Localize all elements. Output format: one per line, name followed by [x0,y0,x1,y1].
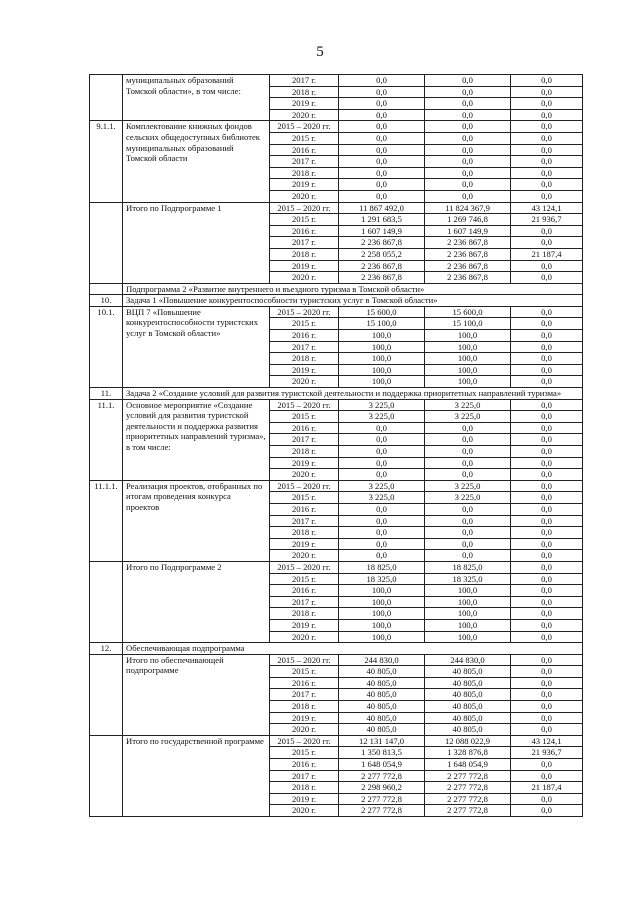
year-cell: 2015 г. [270,411,339,423]
total-amount-cell: 100,0 [339,376,425,388]
total-amount-cell: 100,0 [339,341,425,353]
federal-budget-cell: 0,0 [511,434,583,446]
federal-budget-cell: 0,0 [511,167,583,179]
regional-budget-cell: 100,0 [425,341,511,353]
regional-budget-cell: 100,0 [425,330,511,342]
year-cell: 2017 г. [270,156,339,168]
year-cell: 2015 – 2020 гг. [270,306,339,318]
regional-budget-cell: 2 277 772,8 [425,793,511,805]
section-heading-row [90,388,583,400]
year-cell: 2019 г. [270,619,339,631]
federal-budget-cell: 0,0 [511,422,583,434]
total-amount-cell: 2 298 960,2 [339,782,425,794]
page-number: 5 [316,44,324,60]
federal-budget-cell: 0,0 [511,527,583,539]
regional-budget-cell: 3 225,0 [425,480,511,492]
total-amount-cell: 0,0 [339,109,425,121]
total-amount-cell: 0,0 [339,503,425,515]
regional-budget-cell: 11 824 367,9 [425,202,511,214]
year-cell: 2016 г. [270,503,339,515]
federal-budget-cell: 0,0 [511,550,583,562]
total-amount-cell: 0,0 [339,132,425,144]
year-cell: 2019 г. [270,260,339,272]
total-amount-cell: 0,0 [339,422,425,434]
regional-budget-cell: 0,0 [425,503,511,515]
total-amount-cell: 3 225,0 [339,480,425,492]
year-cell: 2018 г. [270,527,339,539]
total-amount-cell: 100,0 [339,330,425,342]
year-cell: 2019 г. [270,364,339,376]
federal-budget-cell: 0,0 [511,724,583,736]
year-cell: 2019 г. [270,457,339,469]
year-cell: 2019 г. [270,98,339,110]
total-amount-cell: 244 830,0 [339,654,425,666]
total-amount-cell: 2 236 867,8 [339,237,425,249]
federal-budget-cell: 0,0 [511,109,583,121]
table-row [90,202,583,214]
year-cell: 2018 г. [270,86,339,98]
activity-name: Комплектование книжных фондов сельских общедоступных библиотек муниципальных образований Томской области [123,121,270,202]
row-number: 12. [90,643,123,655]
year-cell: 2015 г. [270,747,339,759]
federal-budget-cell: 0,0 [511,492,583,504]
total-amount-cell: 15 100,0 [339,318,425,330]
total-amount-cell: 0,0 [339,86,425,98]
total-amount-cell: 18 325,0 [339,573,425,585]
regional-budget-cell: 12 088 022,9 [425,735,511,747]
total-amount-cell: 2 236 867,8 [339,272,425,284]
row-number [90,202,123,283]
federal-budget-cell: 0,0 [511,793,583,805]
total-amount-cell: 2 236 867,8 [339,260,425,272]
federal-budget-cell: 0,0 [511,480,583,492]
year-cell: 2020 г. [270,805,339,817]
activity-name: Итого по обеспечивающей подпрограмме [123,654,270,735]
federal-budget-cell: 0,0 [511,376,583,388]
year-cell: 2018 г. [270,446,339,458]
regional-budget-cell: 15 100,0 [425,318,511,330]
regional-budget-cell: 0,0 [425,190,511,202]
regional-budget-cell: 0,0 [425,469,511,481]
federal-budget-cell: 0,0 [511,805,583,817]
regional-budget-cell: 0,0 [425,121,511,133]
federal-budget-cell: 0,0 [511,399,583,411]
year-cell: 2017 г. [270,596,339,608]
regional-budget-cell: 0,0 [425,422,511,434]
regional-budget-cell: 0,0 [425,109,511,121]
federal-budget-cell: 21 187,4 [511,248,583,260]
total-amount-cell: 3 225,0 [339,492,425,504]
year-cell: 2018 г. [270,608,339,620]
total-amount-cell: 0,0 [339,75,425,87]
year-cell: 2016 г. [270,144,339,156]
table-row [90,735,583,747]
regional-budget-cell: 0,0 [425,167,511,179]
total-amount-cell: 0,0 [339,515,425,527]
total-amount-cell: 0,0 [339,446,425,458]
total-amount-cell: 11 867 492,0 [339,202,425,214]
regional-budget-cell: 0,0 [425,75,511,87]
federal-budget-cell: 0,0 [511,585,583,597]
regional-budget-cell: 2 236 867,8 [425,260,511,272]
total-amount-cell: 100,0 [339,353,425,365]
year-cell: 2017 г. [270,434,339,446]
year-cell: 2018 г. [270,167,339,179]
regional-budget-cell: 100,0 [425,596,511,608]
regional-budget-cell: 0,0 [425,446,511,458]
year-cell: 2016 г. [270,677,339,689]
federal-budget-cell: 0,0 [511,457,583,469]
total-amount-cell: 2 277 772,8 [339,770,425,782]
regional-budget-cell: 3 225,0 [425,399,511,411]
regional-budget-cell: 2 277 772,8 [425,805,511,817]
regional-budget-cell: 0,0 [425,434,511,446]
total-amount-cell: 40 805,0 [339,677,425,689]
year-cell: 2016 г. [270,422,339,434]
federal-budget-cell: 0,0 [511,538,583,550]
year-cell: 2017 г. [270,770,339,782]
regional-budget-cell: 40 805,0 [425,689,511,701]
federal-budget-cell: 0,0 [511,631,583,643]
total-amount-cell: 12 131 147,0 [339,735,425,747]
year-cell: 2015 г. [270,132,339,144]
table-row [90,75,583,87]
regional-budget-cell: 2 277 772,8 [425,770,511,782]
activity-name: Основное мероприятие «Создание условий для развития туристской деятельности и поддержка развития приоритетных направлений туризма», в том числе: [123,399,270,480]
year-cell: 2015 – 2020 гг. [270,202,339,214]
year-cell: 2018 г. [270,248,339,260]
total-amount-cell: 0,0 [339,469,425,481]
regional-budget-cell: 18 825,0 [425,561,511,573]
federal-budget-cell: 21 187,4 [511,782,583,794]
section-heading-row [90,295,583,307]
regional-budget-cell: 40 805,0 [425,712,511,724]
table-row [90,121,583,133]
row-number: 11.1.1. [90,480,123,561]
year-cell: 2020 г. [270,550,339,562]
activity-name: Итого по Подпрограмме 1 [123,202,270,283]
total-amount-cell: 0,0 [339,527,425,539]
year-cell: 2015 г. [270,573,339,585]
total-amount-cell: 0,0 [339,179,425,191]
section-heading-row [90,643,583,655]
year-cell: 2017 г. [270,689,339,701]
section-heading-row [90,283,583,295]
federal-budget-cell: 0,0 [511,561,583,573]
row-number [90,561,123,642]
regional-budget-cell: 40 805,0 [425,701,511,713]
federal-budget-cell: 0,0 [511,306,583,318]
year-cell: 2020 г. [270,109,339,121]
regional-budget-cell: 0,0 [425,144,511,156]
regional-budget-cell: 2 236 867,8 [425,248,511,260]
row-number: 10. [90,295,123,307]
year-cell: 2017 г. [270,75,339,87]
year-cell: 2016 г. [270,759,339,771]
year-cell: 2015 – 2020 гг. [270,735,339,747]
regional-budget-cell: 100,0 [425,376,511,388]
regional-budget-cell: 100,0 [425,364,511,376]
year-cell: 2020 г. [270,469,339,481]
federal-budget-cell: 0,0 [511,318,583,330]
total-amount-cell: 40 805,0 [339,724,425,736]
federal-budget-cell: 0,0 [511,469,583,481]
federal-budget-cell: 0,0 [511,132,583,144]
federal-budget-cell: 0,0 [511,260,583,272]
regional-budget-cell: 100,0 [425,585,511,597]
activity-name: Итого по Подпрограмме 2 [123,561,270,642]
section-heading-text: Задача 2 «Создание условий для развития туристской деятельности и поддержка приоритетных направлений туризма» [123,388,583,400]
total-amount-cell: 1 648 054,9 [339,759,425,771]
federal-budget-cell: 0,0 [511,759,583,771]
federal-budget-cell: 0,0 [511,98,583,110]
federal-budget-cell: 0,0 [511,573,583,585]
activity-name: Итого по государственной программе [123,735,270,816]
federal-budget-cell: 0,0 [511,712,583,724]
year-cell: 2020 г. [270,724,339,736]
year-cell: 2017 г. [270,515,339,527]
total-amount-cell: 40 805,0 [339,666,425,678]
year-cell: 2019 г. [270,793,339,805]
year-cell: 2019 г. [270,179,339,191]
year-cell: 2019 г. [270,538,339,550]
total-amount-cell: 1 291 683,5 [339,214,425,226]
regional-budget-cell: 1 607 149,9 [425,225,511,237]
regional-budget-cell: 2 236 867,8 [425,272,511,284]
federal-budget-cell: 0,0 [511,446,583,458]
federal-budget-cell: 0,0 [511,86,583,98]
table-row [90,561,583,573]
federal-budget-cell: 0,0 [511,237,583,249]
table-row [90,399,583,411]
row-number: 11.1. [90,399,123,480]
regional-budget-cell: 0,0 [425,132,511,144]
federal-budget-cell: 0,0 [511,330,583,342]
total-amount-cell: 3 225,0 [339,399,425,411]
total-amount-cell: 100,0 [339,608,425,620]
regional-budget-cell: 0,0 [425,457,511,469]
regional-budget-cell: 2 236 867,8 [425,237,511,249]
regional-budget-cell: 40 805,0 [425,724,511,736]
row-number: 9.1.1. [90,121,123,202]
total-amount-cell: 100,0 [339,619,425,631]
total-amount-cell: 2 277 772,8 [339,793,425,805]
regional-budget-cell: 0,0 [425,550,511,562]
regional-budget-cell: 0,0 [425,515,511,527]
activity-name: Реализация проектов, отобранных по итогам проведения конкурса проектов [123,480,270,561]
total-amount-cell: 15 600,0 [339,306,425,318]
year-cell: 2017 г. [270,237,339,249]
regional-budget-cell: 3 225,0 [425,492,511,504]
budget-table [89,74,583,817]
total-amount-cell: 100,0 [339,585,425,597]
table-row [90,480,583,492]
federal-budget-cell: 43 124,1 [511,202,583,214]
total-amount-cell: 1 350 813,5 [339,747,425,759]
regional-budget-cell: 244 830,0 [425,654,511,666]
total-amount-cell: 0,0 [339,190,425,202]
federal-budget-cell: 0,0 [511,364,583,376]
total-amount-cell: 1 607 149,9 [339,225,425,237]
year-cell: 2015 – 2020 гг. [270,654,339,666]
year-cell: 2015 г. [270,214,339,226]
federal-budget-cell: 0,0 [511,770,583,782]
federal-budget-cell: 0,0 [511,654,583,666]
federal-budget-cell: 0,0 [511,689,583,701]
federal-budget-cell: 0,0 [511,596,583,608]
federal-budget-cell: 0,0 [511,353,583,365]
activity-name: муниципальных образований Томской области», в том числе: [123,75,270,121]
regional-budget-cell: 2 277 772,8 [425,782,511,794]
total-amount-cell: 0,0 [339,121,425,133]
year-cell: 2015 – 2020 гг. [270,121,339,133]
table-row [90,654,583,666]
year-cell: 2015 – 2020 гг. [270,480,339,492]
regional-budget-cell: 0,0 [425,86,511,98]
year-cell: 2016 г. [270,330,339,342]
row-number [90,735,123,816]
regional-budget-cell: 18 325,0 [425,573,511,585]
row-number [90,283,123,295]
federal-budget-cell: 0,0 [511,515,583,527]
section-heading-text: Подпрограмма 2 «Развитие внутреннего и въездного туризма в Томской области» [123,283,583,295]
total-amount-cell: 18 825,0 [339,561,425,573]
federal-budget-cell: 0,0 [511,411,583,423]
federal-budget-cell: 0,0 [511,225,583,237]
year-cell: 2015 – 2020 гг. [270,561,339,573]
regional-budget-cell: 100,0 [425,619,511,631]
year-cell: 2017 г. [270,341,339,353]
year-cell: 2020 г. [270,376,339,388]
table-row [90,306,583,318]
federal-budget-cell: 0,0 [511,666,583,678]
federal-budget-cell: 0,0 [511,701,583,713]
total-amount-cell: 100,0 [339,364,425,376]
total-amount-cell: 100,0 [339,596,425,608]
regional-budget-cell: 1 328 876,8 [425,747,511,759]
row-number [90,654,123,735]
regional-budget-cell: 0,0 [425,179,511,191]
federal-budget-cell: 0,0 [511,608,583,620]
year-cell: 2015 г. [270,492,339,504]
total-amount-cell: 0,0 [339,434,425,446]
year-cell: 2018 г. [270,782,339,794]
year-cell: 2020 г. [270,190,339,202]
total-amount-cell: 0,0 [339,144,425,156]
row-number [90,75,123,121]
federal-budget-cell: 0,0 [511,179,583,191]
total-amount-cell: 0,0 [339,550,425,562]
total-amount-cell: 0,0 [339,538,425,550]
total-amount-cell: 100,0 [339,631,425,643]
federal-budget-cell: 0,0 [511,341,583,353]
regional-budget-cell: 1 269 746,8 [425,214,511,226]
federal-budget-cell: 0,0 [511,144,583,156]
regional-budget-cell: 40 805,0 [425,677,511,689]
year-cell: 2020 г. [270,631,339,643]
total-amount-cell: 0,0 [339,98,425,110]
total-amount-cell: 40 805,0 [339,689,425,701]
total-amount-cell: 40 805,0 [339,701,425,713]
regional-budget-cell: 0,0 [425,156,511,168]
total-amount-cell: 2 277 772,8 [339,805,425,817]
regional-budget-cell: 15 600,0 [425,306,511,318]
regional-budget-cell: 40 805,0 [425,666,511,678]
total-amount-cell: 0,0 [339,156,425,168]
federal-budget-cell: 0,0 [511,503,583,515]
federal-budget-cell: 21 936,7 [511,214,583,226]
activity-name: ВЦП 7 «Повышение конкурентоспособности туристских услуг в Томской области» [123,306,270,387]
federal-budget-cell: 0,0 [511,272,583,284]
year-cell: 2016 г. [270,585,339,597]
regional-budget-cell: 0,0 [425,527,511,539]
federal-budget-cell: 43 124,1 [511,735,583,747]
regional-budget-cell: 100,0 [425,608,511,620]
federal-budget-cell: 0,0 [511,156,583,168]
federal-budget-cell: 0,0 [511,677,583,689]
federal-budget-cell: 0,0 [511,121,583,133]
regional-budget-cell: 100,0 [425,631,511,643]
regional-budget-cell: 1 648 054,9 [425,759,511,771]
regional-budget-cell: 0,0 [425,98,511,110]
total-amount-cell: 2 258 055,2 [339,248,425,260]
section-heading-text: Обеспечивающая подпрограмма [123,643,583,655]
regional-budget-cell: 3 225,0 [425,411,511,423]
total-amount-cell: 0,0 [339,167,425,179]
federal-budget-cell: 0,0 [511,75,583,87]
year-cell: 2015 – 2020 гг. [270,399,339,411]
year-cell: 2018 г. [270,701,339,713]
row-number: 11. [90,388,123,400]
federal-budget-cell: 0,0 [511,619,583,631]
regional-budget-cell: 0,0 [425,538,511,550]
total-amount-cell: 0,0 [339,457,425,469]
total-amount-cell: 3 225,0 [339,411,425,423]
total-amount-cell: 40 805,0 [339,712,425,724]
row-number: 10.1. [90,306,123,387]
regional-budget-cell: 100,0 [425,353,511,365]
year-cell: 2015 г. [270,666,339,678]
year-cell: 2020 г. [270,272,339,284]
year-cell: 2019 г. [270,712,339,724]
federal-budget-cell: 21 936,7 [511,747,583,759]
year-cell: 2015 г. [270,318,339,330]
federal-budget-cell: 0,0 [511,190,583,202]
section-heading-text: Задача 1 «Повышение конкурентоспособности туристских услуг в Томской области» [123,295,583,307]
year-cell: 2018 г. [270,353,339,365]
year-cell: 2016 г. [270,225,339,237]
